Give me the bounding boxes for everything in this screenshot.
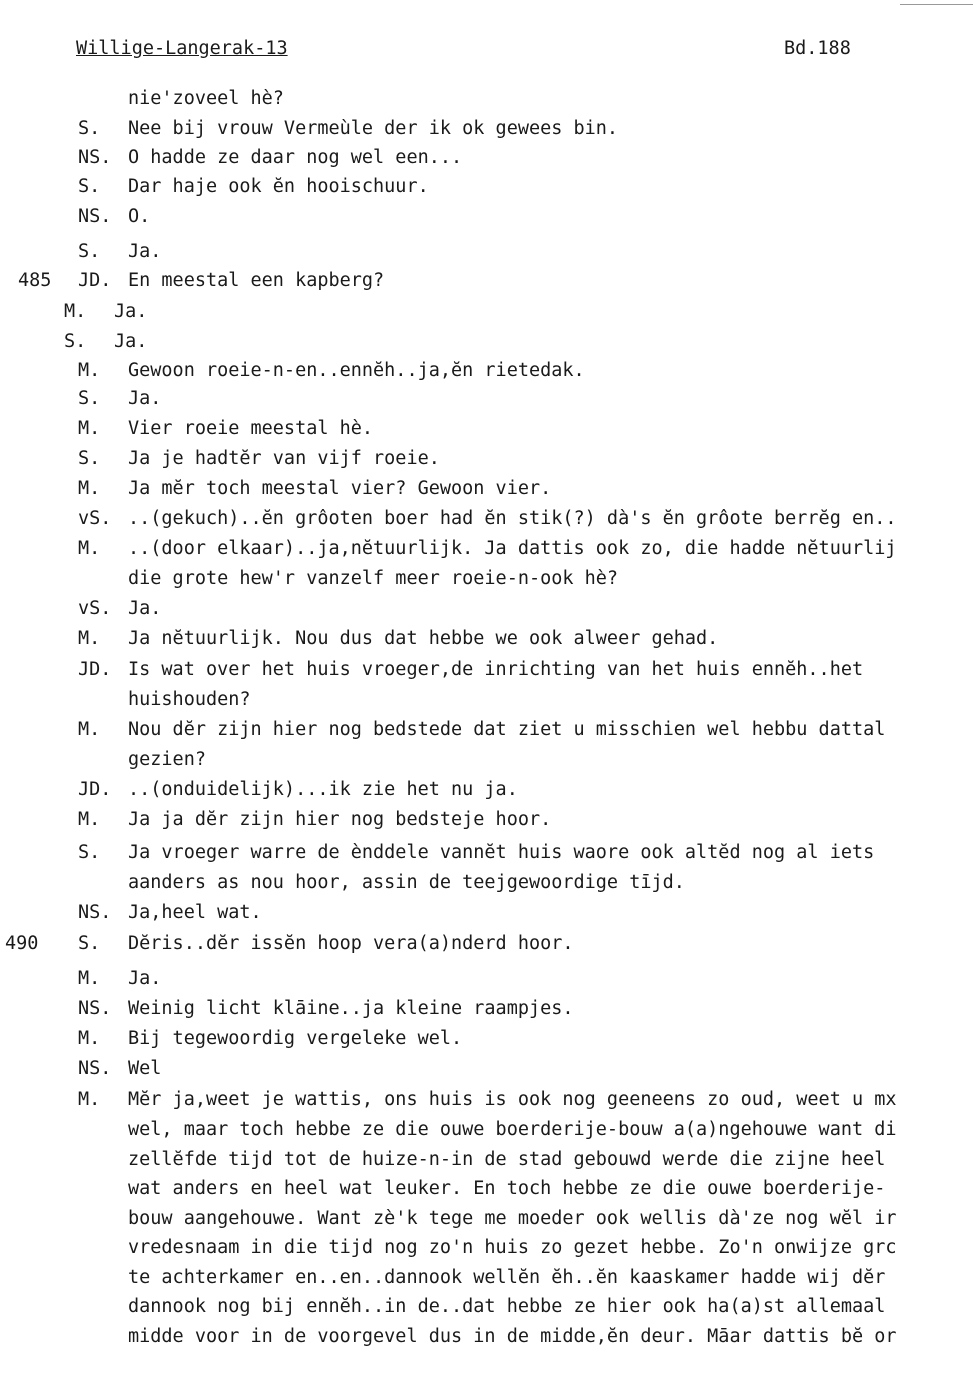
- transcript-line: [0, 448, 973, 472]
- transcript-line: [0, 809, 973, 833]
- speaker-label: NS.: [78, 998, 112, 1019]
- transcript-line: [0, 118, 973, 142]
- speaker-label: NS.: [78, 902, 112, 923]
- speaker-label: M.: [78, 360, 101, 381]
- speaker-label: JD.: [78, 270, 112, 291]
- transcript-line: [0, 1296, 973, 1320]
- utterance-text: Dar haje ook ĕn hooischuur.: [128, 176, 429, 197]
- speaker-label: M.: [78, 538, 101, 559]
- utterance-text: wat anders en heel wat leuker. En toch hebbe ze die ouwe boerderije-: [128, 1178, 886, 1199]
- utterance-text: gezien?: [128, 749, 206, 770]
- transcript-line: [0, 842, 973, 866]
- transcript-line: [0, 206, 973, 230]
- transcript-line: [0, 628, 973, 652]
- utterance-text: nie'zoveel hè?: [128, 88, 284, 109]
- transcript-line: [0, 1119, 973, 1143]
- speaker-label: M.: [78, 478, 101, 499]
- utterance-text: Ja nĕtuurlijk. Nou dus dat hebbe we ook alweer gehad.: [128, 628, 719, 649]
- transcript-line: [0, 779, 973, 803]
- line-number: 490: [5, 933, 39, 954]
- utterance-text: Nee bij vrouw Vermeùle der ik ok gewees bin.: [128, 118, 619, 139]
- transcript-line: [0, 478, 973, 502]
- transcript-line: [0, 1178, 973, 1202]
- speaker-label: M.: [78, 809, 101, 830]
- transcript-line: [0, 418, 973, 442]
- speaker-label: M.: [64, 301, 87, 322]
- speaker-label: S.: [78, 241, 101, 262]
- transcript-line: [0, 508, 973, 532]
- transcript-line: [0, 968, 973, 992]
- utterance-text: dannook nog bij ennĕh..in de..dat hebbe ze hier ook ha(a)st allemaal: [128, 1296, 886, 1317]
- speaker-label: vS.: [78, 508, 112, 529]
- transcript-line: [0, 388, 973, 412]
- utterance-text: ..(onduidelijk)...ik zie het nu ja.: [128, 779, 518, 800]
- transcript-line: [0, 568, 973, 592]
- transcript-line: [0, 933, 973, 957]
- utterance-text: bouw aangehouwe. Want zè'k tege me moeder ook wellis dà'ze nog wĕl ir: [128, 1208, 897, 1229]
- transcript-line: [0, 331, 973, 355]
- transcript-line: [0, 872, 973, 896]
- transcript-line: [0, 1267, 973, 1291]
- utterance-text: Mĕr ja,weet je wattis, ons huis is ook nog geeneens zo oud, weet u mx: [128, 1089, 897, 1110]
- top-rule: [900, 4, 973, 5]
- transcript-line: [0, 301, 973, 325]
- speaker-label: S.: [78, 118, 101, 139]
- utterance-text: Ja je hadtĕr van vijf roeie.: [128, 448, 440, 469]
- speaker-label: S.: [64, 331, 87, 352]
- line-number: 485: [18, 270, 52, 291]
- transcript-line: [0, 270, 973, 294]
- transcript-line: [0, 902, 973, 926]
- transcript-line: [0, 1326, 973, 1350]
- speaker-label: S.: [78, 388, 101, 409]
- utterance-text: Ja.: [114, 331, 148, 352]
- utterance-text: Dĕris..dĕr issĕn hoop vera(a)nderd hoor.: [128, 933, 574, 954]
- utterance-text: Bij tegewoordig vergeleke wel.: [128, 1028, 463, 1049]
- utterance-text: Nou dĕr zijn hier nog bedstede dat ziet u misschien wel hebbu dattal: [128, 719, 886, 740]
- transcript-line: [0, 719, 973, 743]
- speaker-label: M.: [78, 1089, 101, 1110]
- utterance-text: Ja.: [128, 241, 162, 262]
- transcript-line: [0, 659, 973, 683]
- utterance-text: Ja.: [128, 388, 162, 409]
- transcript-line: [0, 538, 973, 562]
- speaker-label: M.: [78, 418, 101, 439]
- utterance-text: Ja.: [128, 968, 162, 989]
- utterance-text: Ja mĕr toch meestal vier? Gewoon vier.: [128, 478, 552, 499]
- utterance-text: Vier roeie meestal hè.: [128, 418, 374, 439]
- speaker-label: S.: [78, 842, 101, 863]
- utterance-text: aanders as nou hoor, assin de teejgewoordige tījd.: [128, 872, 685, 893]
- transcript-line: [0, 1237, 973, 1261]
- utterance-text: zellĕfde tijd tot de huize-n-in de stad gebouwd werde die zijne heel: [128, 1149, 886, 1170]
- utterance-text: Ja vroeger warre de ènddele vannĕt huis waore ook altĕd nog al iets: [128, 842, 875, 863]
- utterance-text: Ja.: [128, 598, 162, 619]
- speaker-label: NS.: [78, 206, 112, 227]
- transcript-line: [0, 88, 973, 112]
- utterance-text: vredesnaam in die tijd nog zo'n huis zo gezet hebbe. Zo'n onwijze grc: [128, 1237, 897, 1258]
- speaker-label: M.: [78, 968, 101, 989]
- utterance-text: midde voor in de voorgevel dus in de midde,ĕn deur. Māar dattis bĕ or: [128, 1326, 897, 1347]
- utterance-text: wel, maar toch hebbe ze die ouwe boerderije-bouw a(a)ngehouwe want di: [128, 1119, 897, 1140]
- transcript-line: [0, 1058, 973, 1082]
- transcript-line: [0, 147, 973, 171]
- utterance-text: O hadde ze daar nog wel een...: [128, 147, 463, 168]
- utterance-text: Is wat over het huis vroeger,de inrichting van het huis ennĕh..het: [128, 659, 864, 680]
- utterance-text: die grote hew'r vanzelf meer roeie-n-ook hè?: [128, 568, 619, 589]
- speaker-label: JD.: [78, 779, 112, 800]
- transcript-line: [0, 241, 973, 265]
- utterance-text: En meestal een kapberg?: [128, 270, 385, 291]
- transcript-line: [0, 1028, 973, 1052]
- speaker-label: M.: [78, 719, 101, 740]
- utterance-text: ..(gekuch)..ĕn grôoten boer had ĕn stik(?) dà's ĕn grôote berrĕg en..: [128, 508, 897, 529]
- speaker-label: M.: [78, 628, 101, 649]
- speaker-label: S.: [78, 176, 101, 197]
- transcript-line: [0, 749, 973, 773]
- speaker-label: S.: [78, 933, 101, 954]
- utterance-text: ..(door elkaar)..ja,nĕtuurlijk. Ja dattis ook zo, die hadde nĕtuurlij: [128, 538, 897, 559]
- transcript-line: [0, 1208, 973, 1232]
- utterance-text: O.: [128, 206, 151, 227]
- transcript-line: [0, 598, 973, 622]
- utterance-text: Ja.: [114, 301, 148, 322]
- speaker-label: NS.: [78, 1058, 112, 1079]
- transcript-line: [0, 689, 973, 713]
- transcript-line: [0, 360, 973, 384]
- speaker-label: JD.: [78, 659, 112, 680]
- utterance-text: huishouden?: [128, 689, 251, 710]
- transcript-line: [0, 1149, 973, 1173]
- speaker-label: M.: [78, 1028, 101, 1049]
- utterance-text: Ja ja dĕr zijn hier nog bedsteje hoor.: [128, 809, 552, 830]
- utterance-text: Weinig licht klāine..ja kleine raampjes.: [128, 998, 574, 1019]
- speaker-label: NS.: [78, 147, 112, 168]
- utterance-text: Ja,heel wat.: [128, 902, 262, 923]
- transcript-line: [0, 998, 973, 1022]
- transcript-line: [0, 1089, 973, 1113]
- utterance-text: Wel: [128, 1058, 162, 1079]
- document-title: Willige-Langerak-13: [76, 38, 288, 59]
- speaker-label: S.: [78, 448, 101, 469]
- speaker-label: vS.: [78, 598, 112, 619]
- utterance-text: te achterkamer en..en..dannook wellĕn ĕh..ĕn kaaskamer hadde wij dĕr: [128, 1267, 886, 1288]
- transcript-line: [0, 176, 973, 200]
- page-number: Bd.188: [784, 38, 851, 59]
- utterance-text: Gewoon roeie-n-en..ennĕh..ja,ĕn rietedak.: [128, 360, 585, 381]
